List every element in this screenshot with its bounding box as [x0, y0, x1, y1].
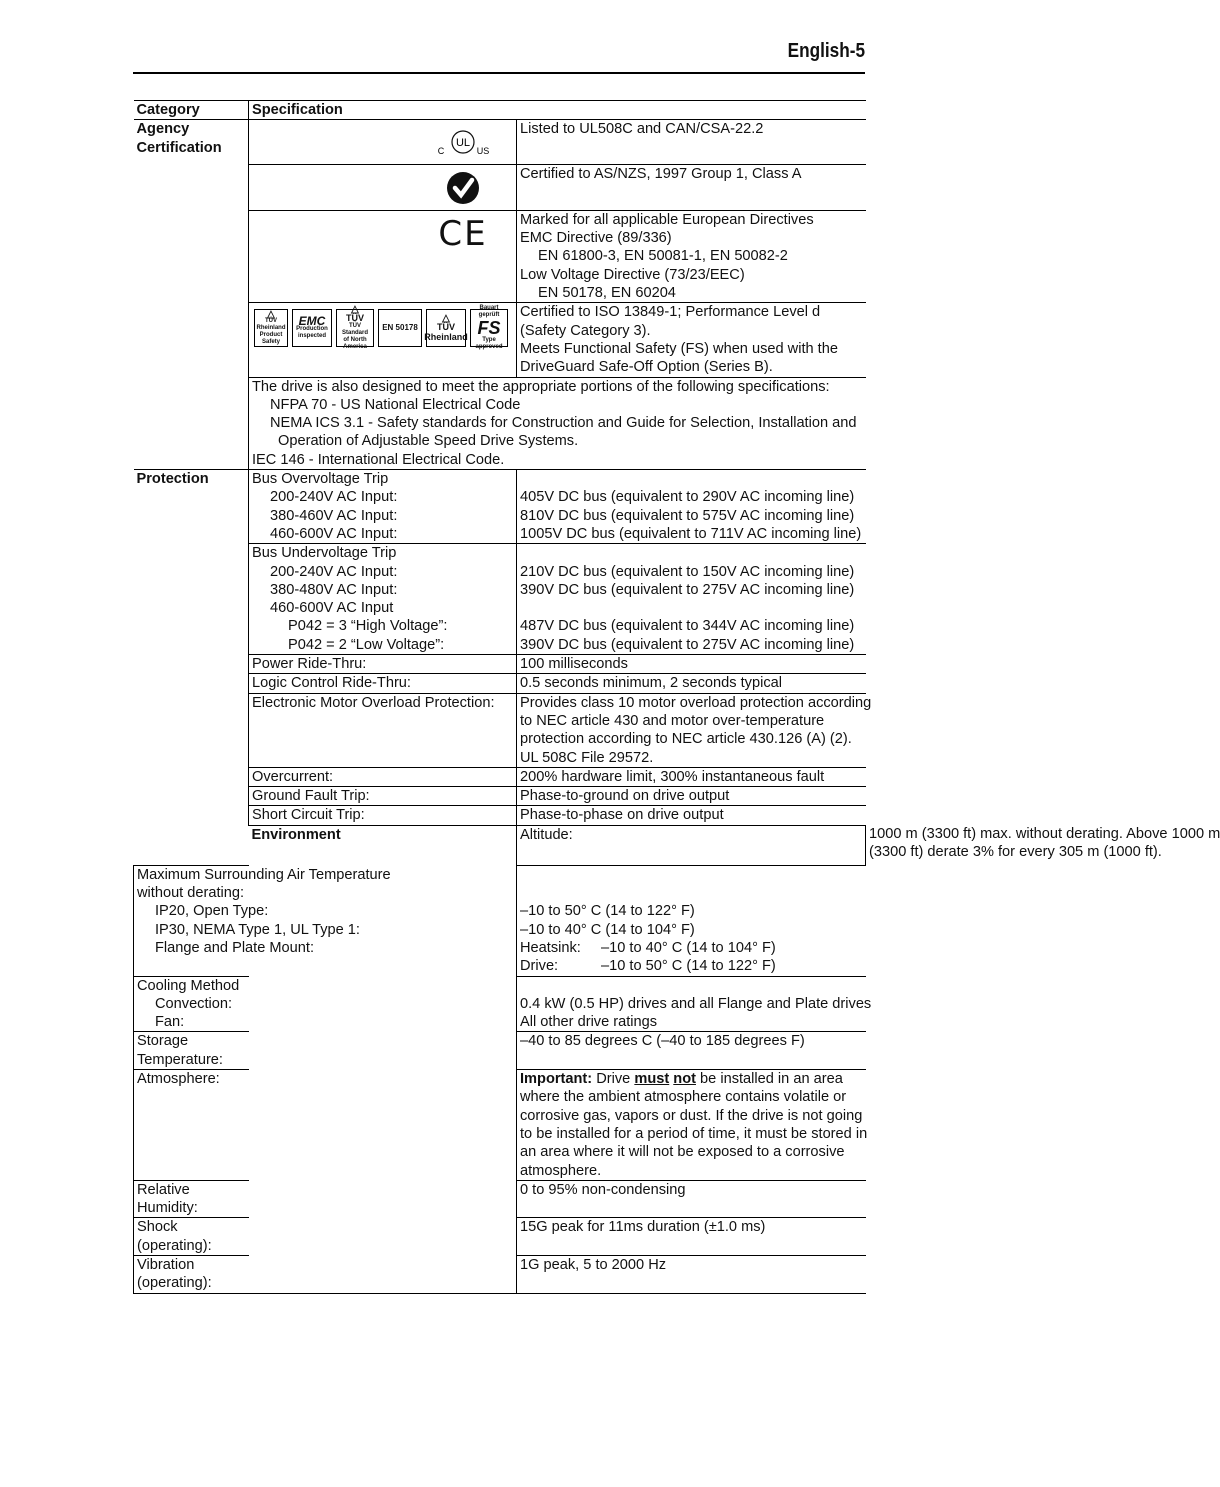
- ground-fault-value: Phase-to-ground on drive output: [517, 787, 866, 806]
- cooling-method-label: Cooling Method Convection: Fan:: [134, 976, 249, 1032]
- functional-safety-badge-icon: Bauart geprüft FS Type approved: [470, 309, 508, 347]
- storage-temperature-label: Storage Temperature:: [134, 1032, 249, 1070]
- category-agency: Agency Certification: [134, 120, 249, 470]
- table-row: Environment Altitude: 1000 m (3300 ft) max. without derating. Above 1000 m (3300 ft) derate 3% for every 305 m (1000 ft).: [134, 825, 866, 865]
- ce-directives: Marked for all applicable European Directives EMC Directive (89/336) EN 61800-3, EN 50081-1, EN 50082-2 Low Voltage Directive (73/23/EEC) EN 50178, EN 60204: [517, 210, 866, 302]
- emc-badge-icon: EMC Production inspected: [292, 309, 332, 347]
- c-tick-text: Certified to AS/NZS, 1997 Group 1, Class A: [517, 164, 866, 210]
- air-temperature-values: –10 to 50° C (14 to 122° F) –10 to 40° C (14 to 104° F) Heatsink: –10 to 40° C (14 to 104° F) Drive: –10 to 50° C (14 to 122° F): [517, 865, 866, 976]
- logic-ride-thru-label: Logic Control Ride-Thru:: [249, 674, 517, 693]
- table-row: [134, 120, 866, 164]
- short-circuit-label: Short Circuit Trip:: [249, 806, 517, 825]
- relative-humidity-label: Relative Humidity:: [134, 1180, 249, 1218]
- category-protection: Protection: [134, 470, 249, 866]
- vibration-value: 1G peak, 5 to 2000 Hz: [517, 1256, 866, 1294]
- specification-table-wrapper: [133, 100, 1220, 1294]
- tuv-product-safety-badge-icon: △ TÜV Rheinland Product Safety: [254, 309, 288, 347]
- cooling-method-values: 0.4 kW (0.5 HP) drives and all Flange and Plate drives All other drive ratings: [517, 976, 866, 1032]
- bus-undervoltage-label: Bus Undervoltage Trip 200-240V AC Input: 380-480V AC Input: 460-600V AC Input P042 = 3 “High Voltage”: P042 = 2 “Low Voltage”:: [249, 544, 517, 655]
- page-header: [133, 38, 865, 74]
- vibration-label: Vibration (operating):: [134, 1256, 249, 1294]
- overcurrent-value: 200% hardware limit, 300% instantaneous fault: [517, 767, 866, 786]
- power-ride-thru-label: Power Ride-Thru:: [249, 655, 517, 674]
- motor-overload-value: Provides class 10 motor overload protection according to NEC article 430 and motor over-temperature protection according to NEC article 430.126 (A) (2). UL 508C File 29572.: [517, 693, 866, 767]
- tuv-logos-cell: [249, 303, 517, 377]
- table-row: [134, 470, 866, 544]
- bus-undervoltage-values: 210V DC bus (equivalent to 150V AC incoming line) 390V DC bus (equivalent to 275V AC incoming line) 487V DC bus (equivalent to 344V AC incoming line) 390V DC bus (equivalent to 275V AC incoming line): [517, 544, 866, 655]
- ce-mark-icon: CE: [438, 213, 488, 254]
- svg-text:UL: UL: [455, 137, 471, 150]
- header-category: Category: [134, 101, 249, 120]
- shock-value: 15G peak for 11ms duration (±1.0 ms): [517, 1218, 866, 1256]
- short-circuit-value: Phase-to-phase on drive output: [517, 806, 866, 825]
- table-header-row: [134, 101, 866, 120]
- relative-humidity-value: 0 to 95% non-condensing: [517, 1180, 866, 1218]
- header-specification: Specification: [249, 101, 866, 120]
- svg-text:C: C: [437, 146, 445, 157]
- category-environment: Environment: [249, 825, 517, 1293]
- specification-table: [133, 100, 1220, 1294]
- en50178-badge-icon: EN 50178: [378, 309, 422, 347]
- bus-overvoltage-label: Bus Overvoltage Trip 200-240V AC Input: 380-460V AC Input: 460-600V AC Input:: [249, 470, 517, 544]
- air-temperature-label: Maximum Surrounding Air Temperature without derating: IP20, Open Type: IP30, NEMA Type 1, UL Type 1: Flange and Plate Mount:: [134, 865, 249, 976]
- logic-ride-thru-value: 0.5 seconds minimum, 2 seconds typical: [517, 674, 866, 693]
- c-tick-logo-cell: [249, 164, 517, 210]
- ground-fault-label: Ground Fault Trip:: [249, 787, 517, 806]
- c-tick-logo-icon: [445, 171, 481, 205]
- overcurrent-label: Overcurrent:: [249, 767, 517, 786]
- svg-text:US: US: [476, 146, 490, 157]
- motor-overload-label: Electronic Motor Overload Protection:: [249, 693, 517, 767]
- cul-us-logo-icon: [435, 128, 491, 158]
- shock-label: Shock (operating):: [134, 1218, 249, 1256]
- page-number: English-5: [787, 40, 865, 62]
- also-designed-text: The drive is also designed to meet the appropriate portions of the following specifications: NFPA 70 - US National Electrical Code NEMA ICS 3.1 - Safety standards for Construction and Guide for Selection, Installation and Operation of Adjustable Speed Drive Systems. IEC 146 - International Electrical Code.: [249, 377, 866, 469]
- atmosphere-label: Atmosphere:: [134, 1070, 249, 1181]
- tuv-rheinland-badge-icon: △ TÜV Rheinland: [426, 309, 466, 347]
- altitude-label: Altitude:: [517, 825, 866, 865]
- tuv-certification-text: Certified to ISO 13849-1; Performance Level d (Safety Category 3). Meets Functional Safety (FS) when used with the DriveGuard Safe-Off Option (Series B).: [517, 303, 866, 377]
- power-ride-thru-value: 100 milliseconds: [517, 655, 866, 674]
- ce-logo-cell: [249, 210, 517, 302]
- tuv-north-america-badge-icon: △ TÜV TÜV Standard of North America: [336, 309, 374, 347]
- atmosphere-value: Important: Drive must not be installed in an area where the ambient atmosphere contains volatile or corrosive gas, vapors or dust. If the drive is not going to be installed for a period of time, it must be stored in an area where it will not be exposed to a corrosive atmosphere.: [517, 1070, 866, 1181]
- ul-listing-text: Listed to UL508C and CAN/CSA-22.2: [517, 120, 866, 164]
- bus-overvoltage-values: 405V DC bus (equivalent to 290V AC incoming line) 810V DC bus (equivalent to 575V AC incoming line) 1005V DC bus (equivalent to 711V AC incoming line): [517, 470, 866, 544]
- storage-temperature-value: –40 to 85 degrees C (–40 to 185 degrees F): [517, 1032, 866, 1070]
- ul-logo-cell: [249, 120, 517, 164]
